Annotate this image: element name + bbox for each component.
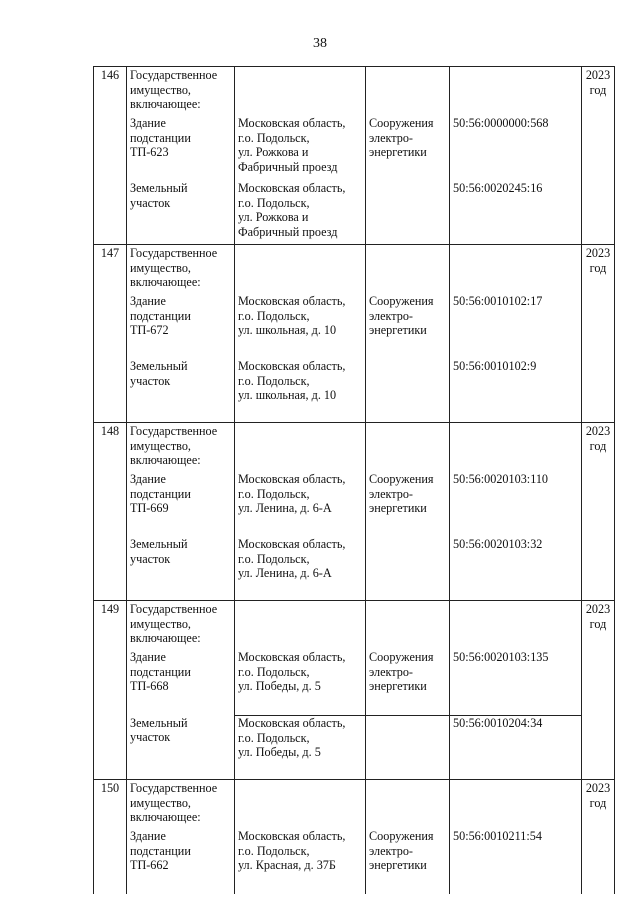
table-row	[94, 601, 615, 651]
table-row	[94, 116, 615, 181]
object-type-cell: Сооружения электро- энергетики	[366, 472, 450, 537]
row-number: 147	[94, 245, 127, 423]
table-row	[94, 650, 615, 716]
year-cell: 2023 год	[582, 780, 615, 895]
address-cell: Московская область, г.о. Подольск, ул. Ленина, д. 6-А	[235, 537, 366, 601]
cadastral-number: 50:56:0020103:110	[450, 472, 582, 537]
property-registry-table	[93, 66, 615, 894]
table-row	[94, 472, 615, 537]
table-row	[94, 537, 615, 601]
table-row	[94, 780, 615, 830]
row-number: 146	[94, 67, 127, 245]
building-name: Здание подстанции ТП-669	[127, 472, 235, 537]
building-name: Здание подстанции ТП-668	[127, 650, 235, 716]
cadastral-number: 50:56:0020103:135	[450, 650, 582, 716]
address-cell: Московская область, г.о. Подольск, ул. Красная, д. 37Б	[235, 829, 366, 894]
address-cell: Московская область, г.о. Подольск, ул. Победы, д. 5	[235, 716, 366, 780]
row-number: 148	[94, 423, 127, 601]
row-number: 150	[94, 780, 127, 895]
land-name: Земельный участок	[127, 716, 235, 780]
address-cell: Московская область, г.о. Подольск, ул. школьная, д. 10	[235, 359, 366, 423]
object-type-cell: Сооружения электро- энергетики	[366, 294, 450, 359]
table-row	[94, 716, 615, 780]
cadastral-number: 50:56:0020245:16	[450, 181, 582, 245]
table-row	[94, 67, 615, 117]
group-header: Государственное имущество, включающее:	[127, 423, 235, 473]
object-type-cell: Сооружения электро- энергетики	[366, 116, 450, 181]
table-row	[94, 181, 615, 245]
address-cell: Московская область, г.о. Подольск, ул. Победы, д. 5	[235, 650, 366, 716]
land-name: Земельный участок	[127, 537, 235, 601]
cadastral-number: 50:56:0010102:9	[450, 359, 582, 423]
cadastral-number: 50:56:0010102:17	[450, 294, 582, 359]
object-type-cell: Сооружения электро- энергетики	[366, 829, 450, 894]
table-row	[94, 423, 615, 473]
cadastral-number: 50:56:0000000:568	[450, 116, 582, 181]
row-number: 149	[94, 601, 127, 780]
year-cell: 2023 год	[582, 601, 615, 780]
group-header: Государственное имущество, включающее:	[127, 780, 235, 830]
page-number: 38	[313, 36, 327, 51]
table-row	[94, 294, 615, 359]
address-cell: Московская область, г.о. Подольск, ул. Рожкова и Фабричный проезд	[235, 116, 366, 181]
group-header: Государственное имущество, включающее:	[127, 601, 235, 651]
group-header: Государственное имущество, включающее:	[127, 67, 235, 117]
address-cell: Московская область, г.о. Подольск, ул. школьная, д. 10	[235, 294, 366, 359]
table-row	[94, 829, 615, 894]
cadastral-number: 50:56:0010211:54	[450, 829, 582, 894]
table-row	[94, 359, 615, 423]
address-cell: Московская область, г.о. Подольск, ул. Ленина, д. 6-А	[235, 472, 366, 537]
year-cell: 2023 год	[582, 67, 615, 245]
cadastral-number: 50:56:0010204:34	[450, 716, 582, 780]
land-name: Земельный участок	[127, 181, 235, 245]
building-name: Здание подстанции ТП-672	[127, 294, 235, 359]
building-name: Здание подстанции ТП-623	[127, 116, 235, 181]
object-type-cell: Сооружения электро- энергетики	[366, 650, 450, 716]
cadastral-number: 50:56:0020103:32	[450, 537, 582, 601]
year-cell: 2023 год	[582, 245, 615, 423]
address-cell: Московская область, г.о. Подольск, ул. Рожкова и Фабричный проезд	[235, 181, 366, 245]
land-name: Земельный участок	[127, 359, 235, 423]
building-name: Здание подстанции ТП-662	[127, 829, 235, 894]
group-header: Государственное имущество, включающее:	[127, 245, 235, 295]
year-cell: 2023 год	[582, 423, 615, 601]
table-row	[94, 245, 615, 295]
